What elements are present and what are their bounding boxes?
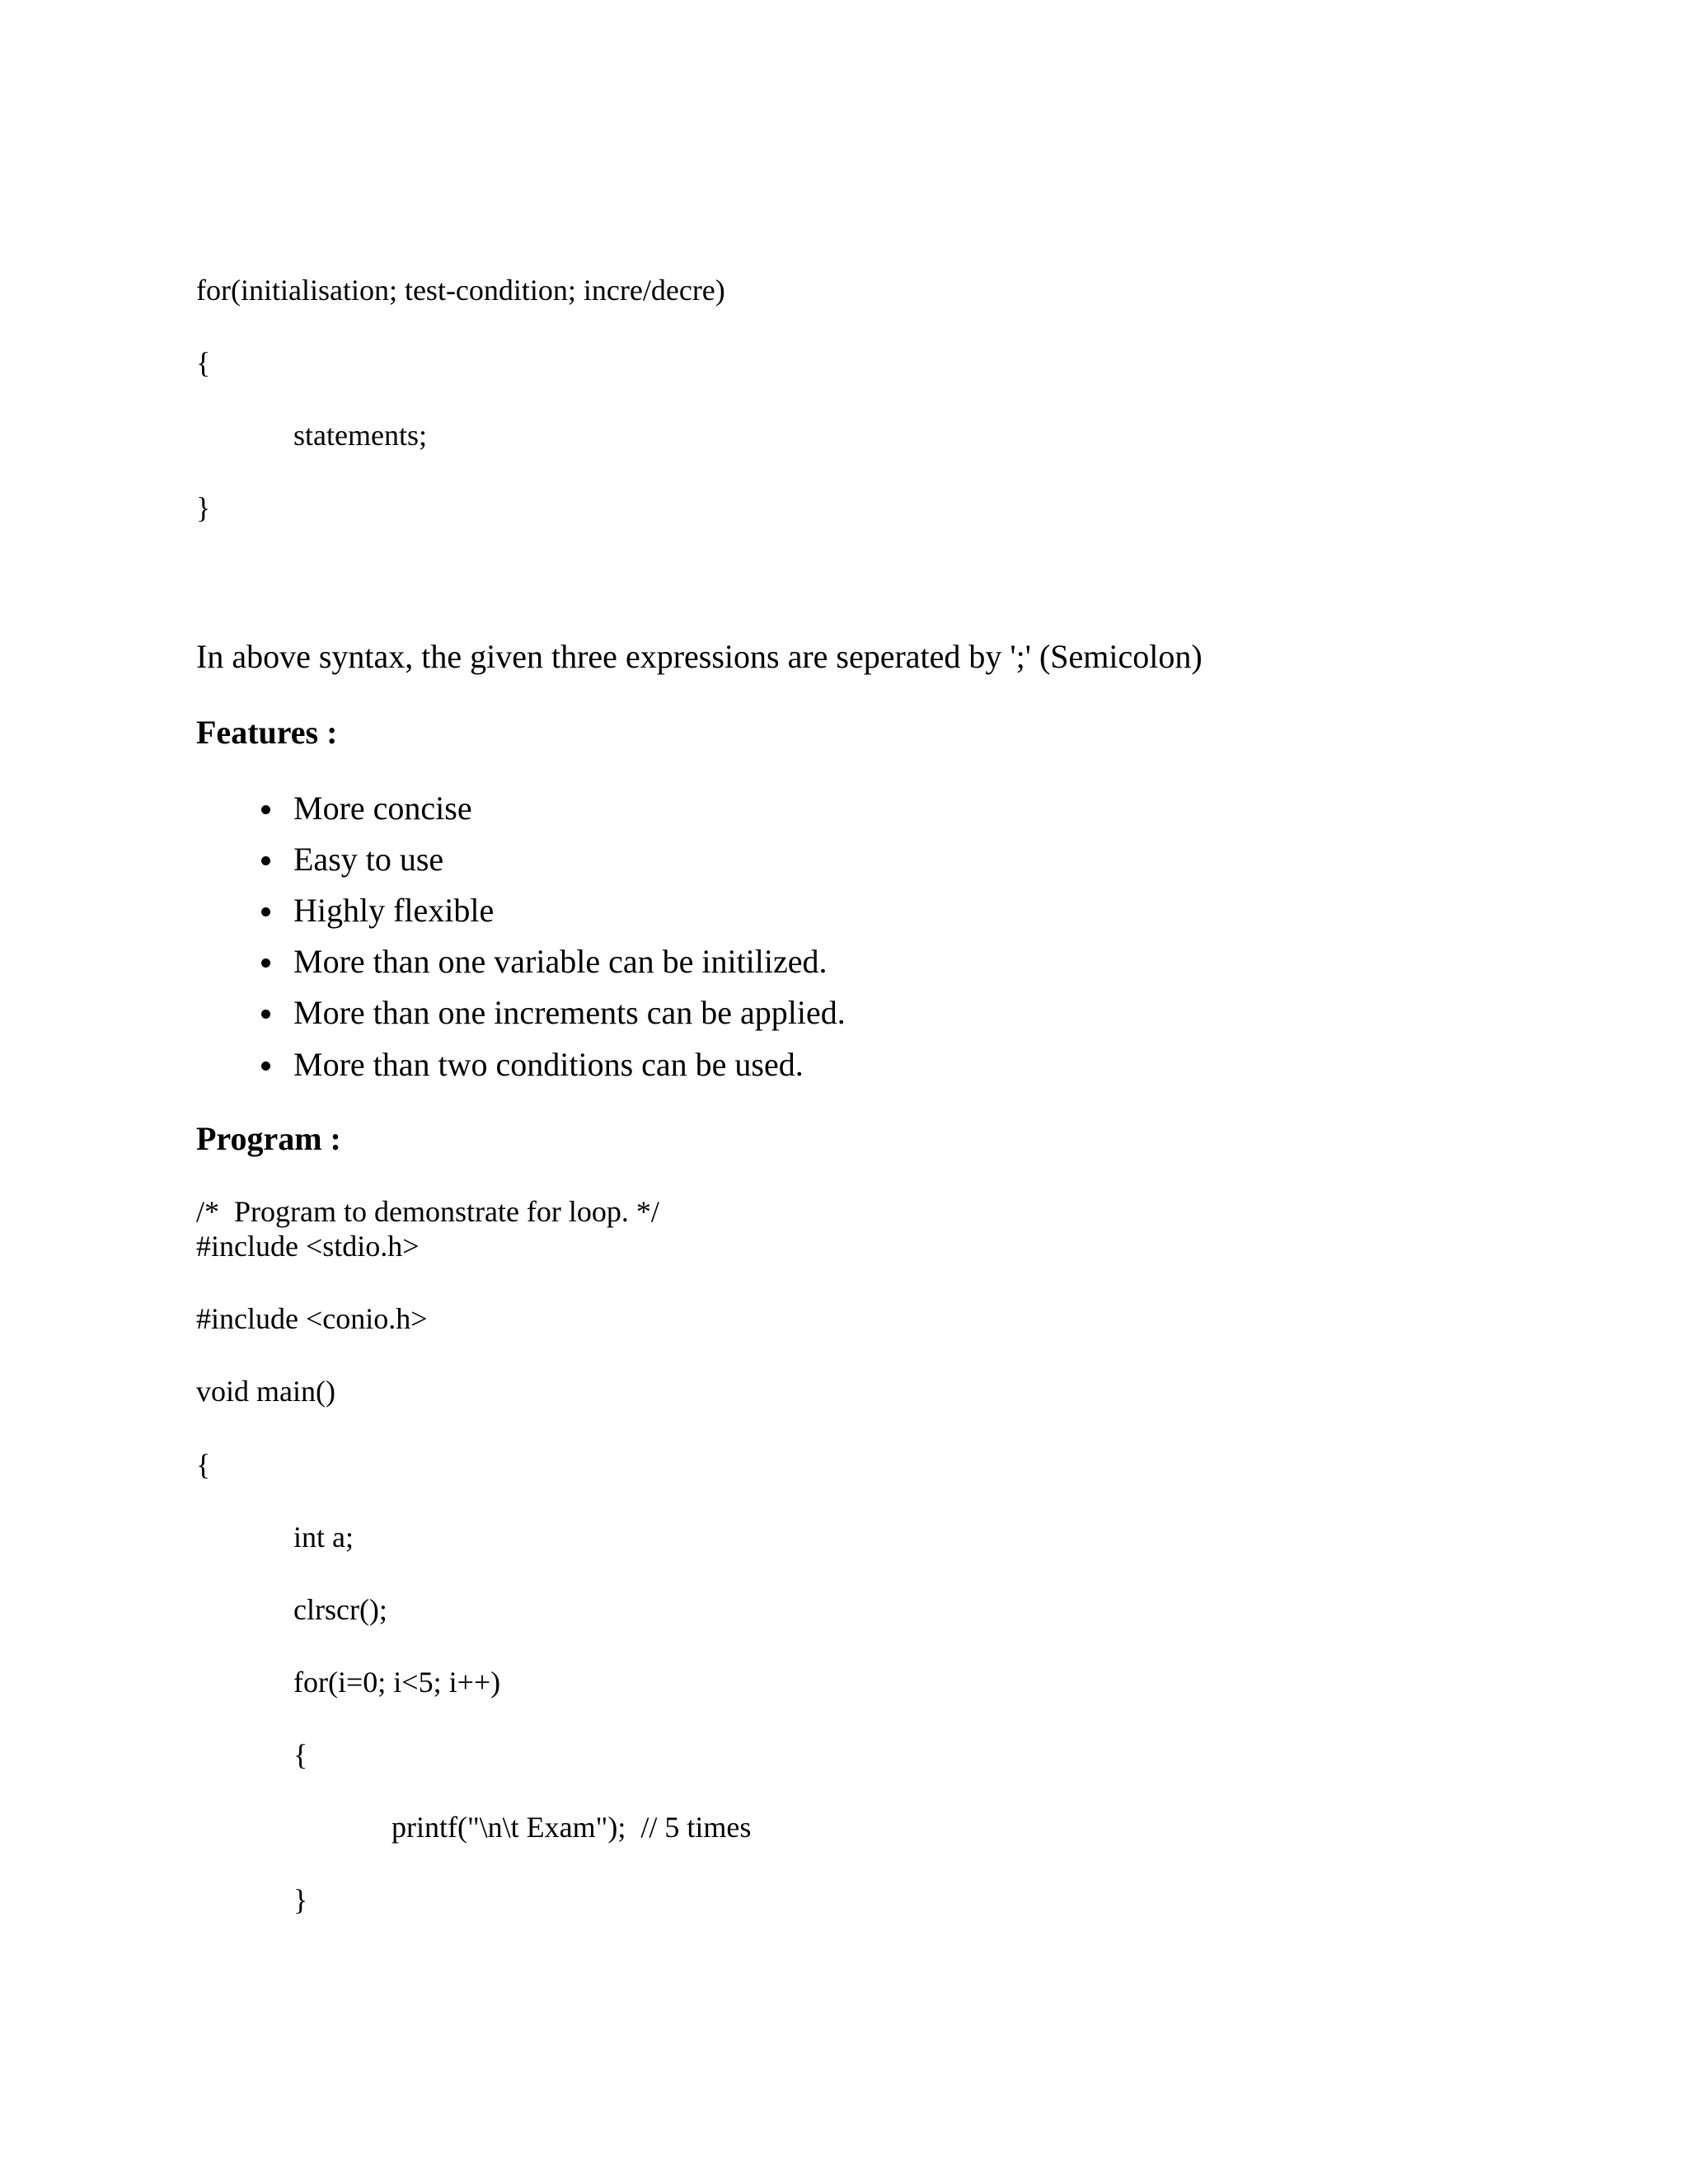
bullet-icon (261, 805, 270, 814)
syntax-statement: statements; (293, 419, 427, 452)
code-line: void main() (196, 1375, 335, 1408)
list-item: More than two conditions can be used. (293, 1046, 804, 1083)
syntax-close-brace: } (196, 491, 211, 524)
code-line: { (196, 1448, 211, 1481)
program-heading: Program : (196, 1120, 341, 1157)
bullet-icon (261, 907, 270, 916)
code-line: int a; (293, 1521, 354, 1554)
list-item: More concise (293, 790, 472, 827)
code-line: for(i=0; i<5; i++) (293, 1666, 501, 1699)
bullet-icon (261, 1010, 270, 1019)
syntax-header: for(initialisation; test-condition; incre/decre) (196, 274, 725, 307)
syntax-explanation: In above syntax, the given three expressions are seperated by ';' (Semicolon) (196, 638, 1203, 675)
list-item: Easy to use (293, 841, 444, 878)
code-line: clrscr(); (293, 1593, 387, 1626)
syntax-open-brace: { (196, 346, 211, 379)
bullet-icon (261, 1062, 270, 1071)
list-item: More than one increments can be applied. (293, 994, 846, 1031)
code-line: { (293, 1738, 308, 1771)
code-line: } (293, 1883, 308, 1916)
code-line: #include <conio.h> (196, 1302, 428, 1335)
features-heading: Features : (196, 714, 338, 751)
code-line: printf("\n\t Exam"); // 5 times (392, 1811, 752, 1844)
list-item: More than one variable can be initilized. (293, 943, 828, 980)
bullet-icon (261, 958, 270, 968)
code-line: #include <stdio.h> (196, 1230, 420, 1263)
list-item: Highly flexible (293, 892, 495, 929)
code-line: /* Program to demonstrate for loop. */ (196, 1195, 659, 1228)
bullet-icon (261, 856, 270, 865)
